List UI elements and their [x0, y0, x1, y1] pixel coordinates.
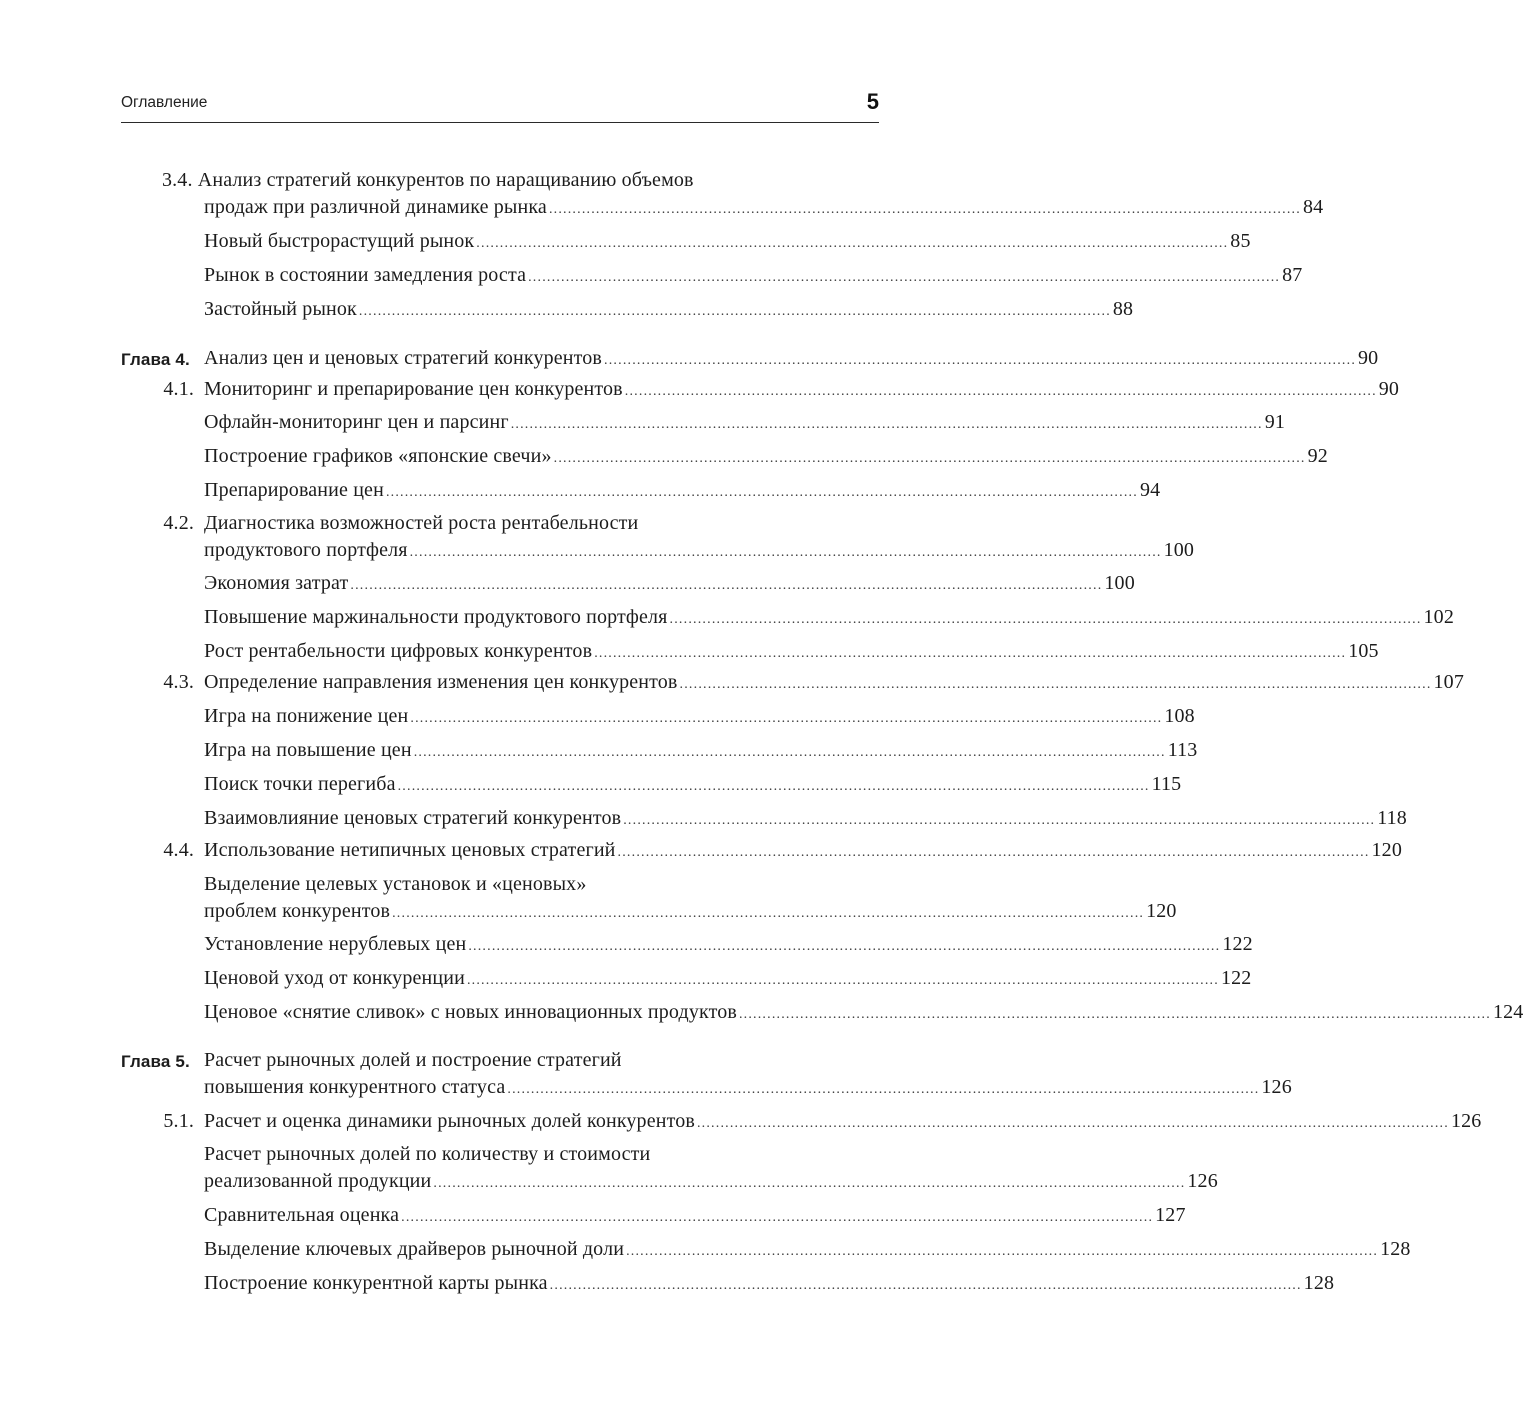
toc-entry[interactable]	[0, 1270, 1335, 1297]
toc-entry[interactable]	[0, 931, 1253, 958]
toc-page-number: 126	[1187, 1170, 1218, 1192]
toc-entry-title: Экономия затрат	[204, 572, 349, 594]
toc-entry-line	[204, 537, 1195, 564]
toc-entry-title: Поиск точки перегиба	[204, 773, 396, 795]
dot-leader: ................................................................................................................................................................	[548, 202, 1301, 217]
toc-entry-title: Мониторинг и препарирование цен конкурентов	[204, 378, 623, 400]
section-number: 5.1.	[163, 1110, 194, 1132]
toc-entry[interactable]	[0, 965, 1252, 992]
dot-leader: ................................................................................................................................................................	[604, 353, 1357, 368]
toc-entry[interactable]	[0, 296, 1134, 323]
toc-entry[interactable]	[0, 737, 1198, 764]
toc-entry-title: Выделение целевых установок и «ценовых»	[204, 873, 587, 895]
toc-entry-line	[204, 228, 1251, 255]
toc-page-number: 107	[1433, 671, 1464, 693]
toc-entry-title: Установление нерублевых цен	[204, 933, 467, 955]
toc-entry-title: Диагностика возможностей роста рентабельности	[204, 512, 639, 534]
dot-leader: ................................................................................................................................................................	[358, 304, 1111, 319]
toc-entry-line	[162, 167, 879, 194]
dot-leader: ................................................................................................................................................................	[594, 646, 1347, 661]
toc-entry-title: Препарирование цен	[204, 479, 384, 501]
toc-entry-line	[204, 1141, 879, 1168]
toc-entry[interactable]	[0, 443, 1328, 470]
toc-entry[interactable]	[0, 771, 1182, 798]
toc-page-number: 126	[1450, 1110, 1482, 1132]
toc-entry-line	[204, 345, 1379, 372]
toc-entry-line	[204, 262, 1303, 289]
toc-entry-line	[204, 1047, 879, 1074]
toc-entry-title: повышения конкурентного статуса	[204, 1076, 506, 1098]
section-number: 4.2.	[163, 512, 194, 534]
toc-entry-line	[204, 194, 1324, 221]
toc-entry[interactable]	[0, 228, 1251, 255]
toc-entry-line	[204, 1074, 1292, 1101]
toc-entry-line	[204, 376, 1400, 403]
dot-leader: ................................................................................................................................................................	[392, 906, 1145, 921]
toc-page-number: 128	[1380, 1238, 1411, 1260]
toc-entry-title: 3.4. Анализ стратегий конкурентов по наращиванию объемов	[162, 169, 694, 191]
toc-entry-title: Выделение ключевых драйверов рыночной доли	[204, 1238, 625, 1260]
dot-leader: ................................................................................................................................................................	[528, 270, 1281, 285]
toc-entry[interactable]	[0, 703, 1195, 730]
toc-page-number: 100	[1163, 539, 1195, 561]
toc-entry-line	[204, 604, 1454, 631]
toc-entry-title: Ценовой уход от конкуренции	[204, 967, 465, 989]
toc-entry[interactable]	[0, 345, 1379, 372]
dot-leader: ................................................................................................................................................................	[468, 939, 1221, 954]
toc-entry-line	[204, 703, 1195, 730]
toc-entry[interactable]	[0, 1047, 1292, 1101]
toc-page-number: 105	[1348, 640, 1379, 662]
dot-leader: ................................................................................................................................................................	[510, 417, 1263, 432]
dot-leader: ................................................................................................................................................................	[617, 845, 1370, 860]
dot-leader: ................................................................................................................................................................	[350, 578, 1103, 593]
toc-page-number: 87	[1282, 264, 1303, 286]
toc-page-number: 92	[1307, 445, 1328, 467]
toc-entry-title: продуктового портфеля	[204, 539, 408, 561]
toc-entry[interactable]	[0, 669, 1464, 696]
section-number: 4.3.	[163, 671, 194, 693]
section-number: 4.4.	[163, 839, 194, 861]
toc-entry[interactable]	[0, 1202, 1186, 1229]
dot-leader: ................................................................................................................................................................	[410, 711, 1163, 726]
toc-page-number: 88	[1112, 298, 1134, 320]
section-number: 4.1.	[163, 378, 194, 400]
toc-page-number: 124	[1492, 1001, 1523, 1023]
toc-entry-title: Рост рентабельности цифровых конкурентов	[204, 640, 593, 662]
toc-entry-line	[204, 898, 1177, 925]
toc-entry[interactable]	[0, 376, 1400, 403]
toc-entry-title: Определение направления изменения цен конкурентов	[204, 671, 678, 693]
dot-leader: ................................................................................................................................................................	[507, 1082, 1260, 1097]
toc-page-number: 85	[1230, 230, 1251, 252]
toc-page-number: 127	[1155, 1204, 1186, 1226]
toc-entry-line	[204, 409, 1285, 436]
toc-entry-title: реализованной продукции	[204, 1170, 432, 1192]
toc-entry-title: Взаимовлияние ценовых стратегий конкурентов	[204, 807, 622, 829]
toc-entry[interactable]	[0, 1108, 1482, 1135]
toc-page-number: 126	[1261, 1076, 1292, 1098]
toc-entry-title: продаж при различной динамике рынка	[204, 196, 547, 218]
toc-page-number: 100	[1104, 572, 1135, 594]
toc-page-number: 115	[1151, 773, 1182, 795]
dot-leader: ................................................................................................................................................................	[397, 779, 1150, 794]
toc-entry[interactable]	[0, 805, 1407, 832]
toc-entry-title: Повышение маржинальности продуктового портфеля	[204, 606, 668, 628]
toc-entry[interactable]	[0, 999, 1523, 1026]
toc-entry[interactable]	[0, 1141, 1218, 1195]
toc-entry-line	[204, 737, 1198, 764]
toc-entry-title: Расчет рыночных долей и построение стратегий	[204, 1049, 622, 1071]
toc-page-number: 102	[1423, 606, 1454, 628]
toc-entry-title: Ценовое «снятие сливок» с новых инновационных продуктов	[204, 1001, 737, 1023]
toc-page-number: 94	[1139, 479, 1161, 501]
toc-entry[interactable]	[0, 570, 1135, 597]
chapter-label: Глава 5.	[121, 1052, 190, 1071]
toc-entry-title: Игра на повышение цен	[204, 739, 412, 761]
dot-leader: ................................................................................................................................................................	[679, 677, 1432, 692]
toc-entry-title: проблем конкурентов	[204, 900, 391, 922]
toc-page-number: 122	[1222, 933, 1253, 955]
toc-page-number: 120	[1371, 839, 1402, 861]
toc-entry-line	[204, 931, 1253, 958]
toc-entry-line	[204, 477, 1161, 504]
toc-entry-line	[204, 669, 1464, 696]
dot-leader: ................................................................................................................................................................	[626, 1244, 1379, 1259]
toc-entry-title: Застойный рынок	[204, 298, 357, 320]
toc-entry-title: Анализ цен и ценовых стратегий конкурентов	[204, 347, 603, 369]
dot-leader: ................................................................................................................................................................	[413, 745, 1166, 760]
dot-leader: ................................................................................................................................................................	[696, 1116, 1449, 1131]
toc-entry-title: Новый быстрорастущий рынок	[204, 230, 475, 252]
toc-entry-line	[204, 296, 1134, 323]
chapter-label: Глава 4.	[121, 350, 190, 369]
toc-page-number: 90	[1378, 378, 1400, 400]
toc-entry-line	[204, 1202, 1186, 1229]
toc-page-number: 90	[1358, 347, 1379, 369]
toc-entry-line	[204, 443, 1328, 470]
toc-entry-title: Сравнительная оценка	[204, 1204, 400, 1226]
dot-leader: ................................................................................................................................................................	[409, 545, 1162, 560]
toc-entry[interactable]	[0, 167, 1324, 221]
toc-entry-title: Построение графиков «японские свечи»	[204, 445, 552, 467]
dot-leader: ................................................................................................................................................................	[476, 236, 1229, 251]
toc-page-number: 91	[1264, 411, 1285, 433]
toc-page-number: 120	[1146, 900, 1177, 922]
toc-entry-line	[204, 771, 1182, 798]
dot-leader: ................................................................................................................................................................	[401, 1210, 1154, 1225]
toc-entry[interactable]	[0, 638, 1379, 665]
dot-leader: ................................................................................................................................................................	[549, 1278, 1302, 1293]
toc-entry-line	[204, 805, 1407, 832]
toc-entry[interactable]	[0, 871, 1177, 925]
toc-entry-title: Построение конкурентной карты рынка	[204, 1272, 548, 1294]
dot-leader: ................................................................................................................................................................	[466, 973, 1219, 988]
toc-entry-line	[204, 837, 1402, 864]
toc-entry[interactable]	[0, 1236, 1411, 1263]
toc-entry-line	[204, 570, 1135, 597]
toc-entry-line	[204, 999, 1523, 1026]
toc-entry-line	[204, 510, 879, 537]
toc-entry-title: Рынок в состоянии замедления роста	[204, 264, 527, 286]
dot-leader: ................................................................................................................................................................	[433, 1176, 1186, 1191]
toc-entry-line	[204, 1270, 1335, 1297]
toc-entry-line	[204, 1168, 1218, 1195]
toc-entry-line	[204, 638, 1379, 665]
dot-leader: ................................................................................................................................................................	[553, 451, 1306, 466]
dot-leader: ................................................................................................................................................................	[385, 485, 1138, 500]
toc-page-number: 113	[1167, 739, 1198, 761]
running-head: Оглавление	[121, 94, 208, 111]
page-number: 5	[866, 89, 879, 114]
toc-entry-line	[204, 1236, 1411, 1263]
toc-page-number: 84	[1302, 196, 1324, 218]
toc-entry[interactable]	[0, 510, 1195, 564]
toc-entry[interactable]	[0, 477, 1161, 504]
dot-leader: ................................................................................................................................................................	[669, 612, 1422, 627]
toc-entry-title: Офлайн-мониторинг цен и парсинг	[204, 411, 509, 433]
toc-entry[interactable]	[0, 604, 1454, 631]
toc-entry-title: Использование нетипичных ценовых стратегий	[204, 839, 616, 861]
toc-entry-title: Расчет рыночных долей по количеству и стоимости	[204, 1143, 651, 1165]
toc-entry-title: Расчет и оценка динамики рыночных долей конкурентов	[204, 1110, 695, 1132]
dot-leader: ................................................................................................................................................................	[738, 1007, 1491, 1022]
toc-page-number: 118	[1377, 807, 1407, 829]
toc-entry-line	[204, 965, 1252, 992]
toc-page-number: 128	[1303, 1272, 1335, 1294]
toc-entry[interactable]	[0, 409, 1285, 436]
toc-page-number: 122	[1220, 967, 1252, 989]
dot-leader: ................................................................................................................................................................	[623, 813, 1376, 828]
toc-entry-line	[204, 1108, 1482, 1135]
toc-entry-line	[204, 871, 879, 898]
dot-leader: ................................................................................................................................................................	[624, 384, 1377, 399]
toc-entry-title: Игра на понижение цен	[204, 705, 409, 727]
toc-entry[interactable]	[0, 837, 1402, 864]
toc-page-number: 108	[1164, 705, 1195, 727]
toc-entry[interactable]	[0, 262, 1303, 289]
